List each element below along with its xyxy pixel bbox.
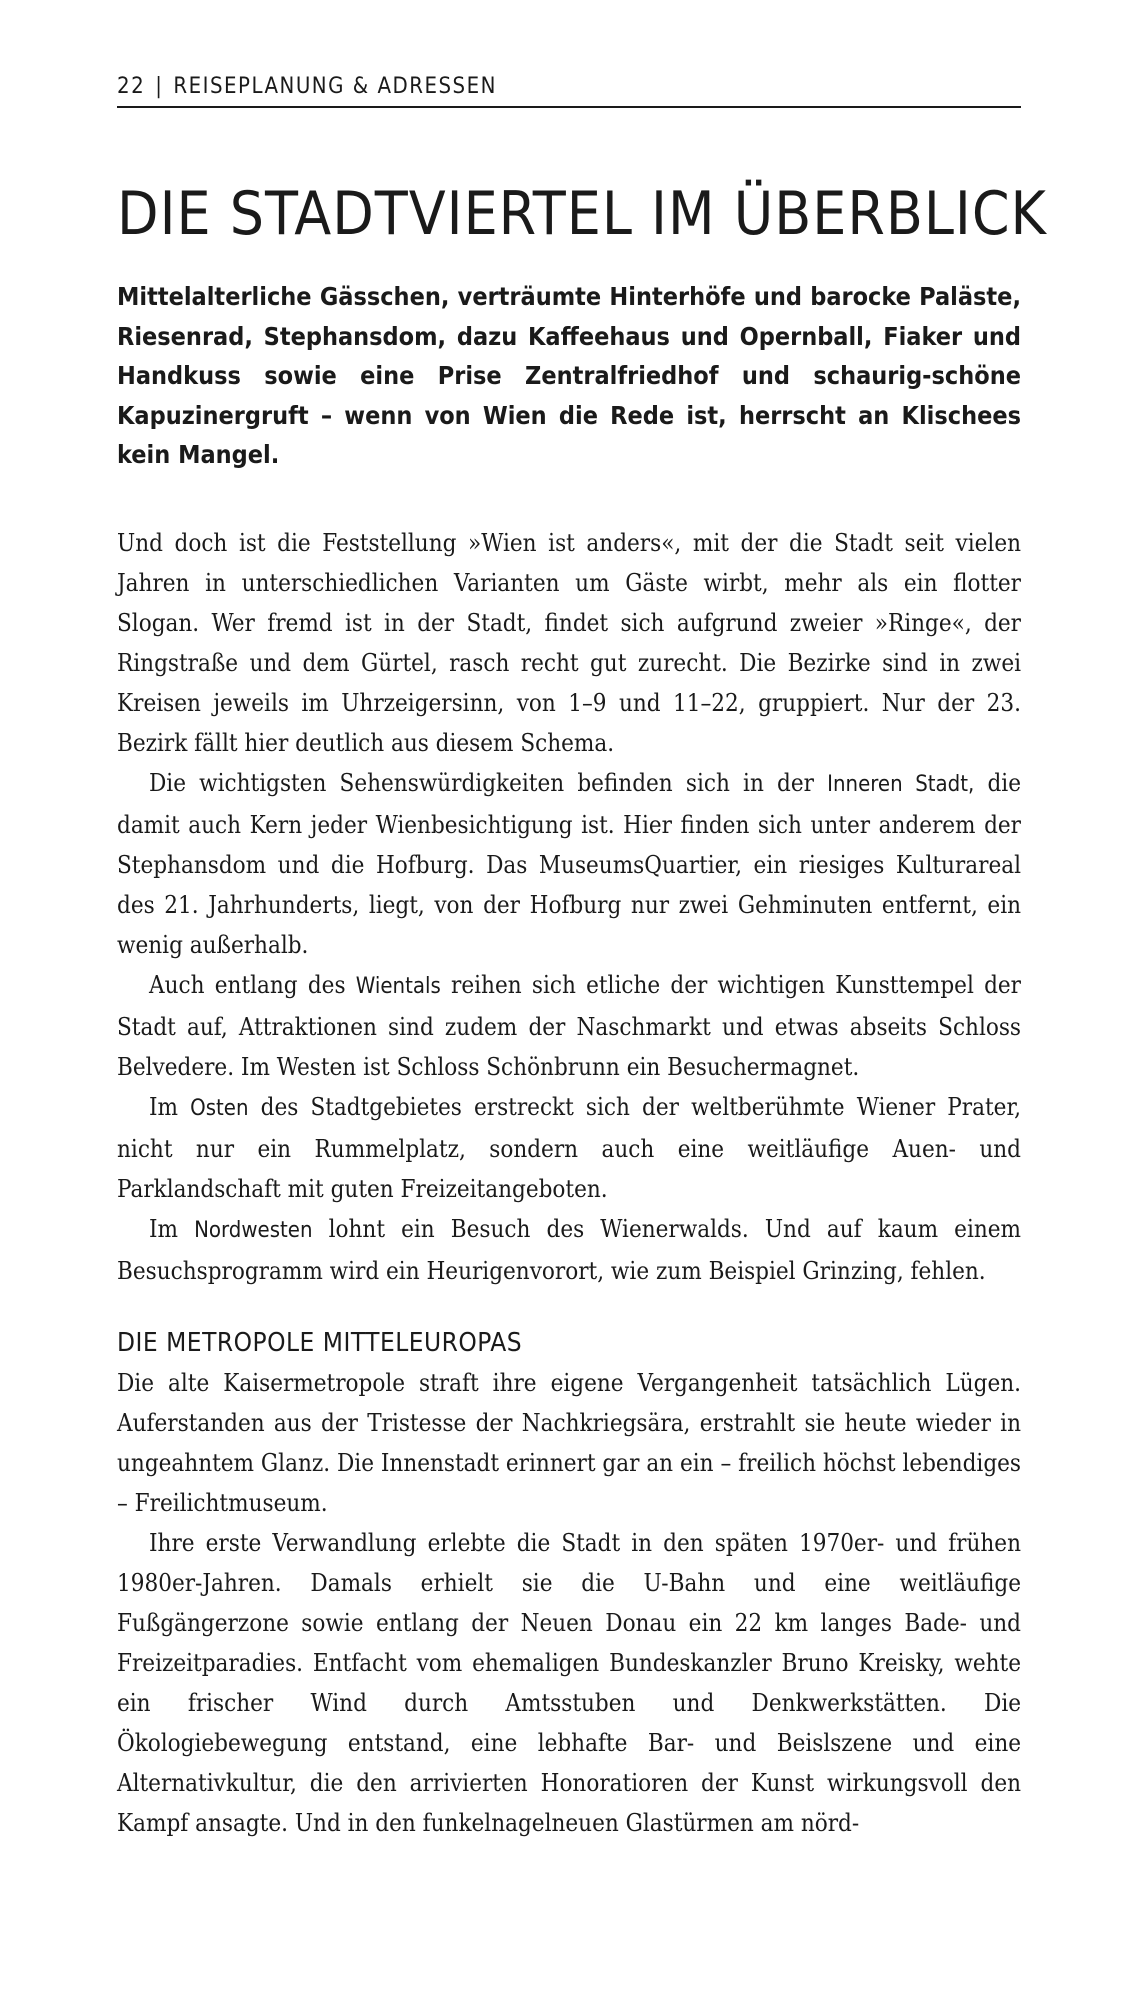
paragraph: [117, 965, 1021, 1087]
paragraph: Ihre erste Verwandlung erlebte die Stadt in den späten 1970er- und frühen 1980er-Jahren. Damals erhielt sie die U-Bahn und eine weitläufige Fußgängerzone sowie entlang der Neuen Donau ein 22 km langes Bade- und Freizeitparadies. Entfacht vom ehemaligen Bundeskanzler Bruno Kreisky, wehte ein frischer Wind durch Amtsstuben und Denkwerkstätten. Die Ökologiebewegung entstand, eine lebhafte Bar- und Beislszene und eine Alternativkultur, die den arrivierten Honoratioren der Kunst wirkungsvoll den Kampf ansagte. Und in den funkelnagelneuen Glastürmen am nörd-: [117, 1528, 1021, 1837]
page-number: 22: [117, 74, 146, 99]
section-heading: DIE METROPOLE MITTELEUROPAS: [117, 1327, 523, 1358]
lead-paragraph: Mittelalterliche Gässchen, verträumte Hinterhöfe und barocke Paläste, Riesenrad, Stephansdom, dazu Kaffeehaus und Opernball, Fiaker und Handkuss sowie eine Prise Zentralfriedhof und schaurig-schöne Kapuzinergruft – wenn von Wien die Rede ist, herrscht an Klischees kein Mangel.: [117, 282, 1021, 469]
paragraph: [117, 1087, 1021, 1209]
book-page: [117, 68, 1047, 1843]
paragraph: [117, 763, 1021, 965]
text-run: lohnt ein Besuch des Wienerwalds. Und auf kaum einem Besuchsprogramm wird ein Heurigenvorort, wie zum Beispiel Grinzing, fehlen.: [117, 1214, 1021, 1285]
paragraph: Und doch ist die Feststellung »Wien ist anders«, mit der die Stadt seit vielen Jahren in unterschiedlichen Varianten um Gäste wirbt, mehr als ein flotter Slogan. Wer fremd ist in der Stadt, findet sich aufgrund zweier »Ringe«, der Ringstraße und dem Gürtel, rasch recht gut zurecht. Die Bezirke sind in zwei Kreisen jeweils im Uhrzeigersinn, von 1–9 und 11–22, gruppiert. Nur der 23. Bezirk fällt hier deutlich aus diesem Schema.: [117, 528, 1021, 757]
text-run: die damit auch Kern jeder Wienbesichtigung ist. Hier finden sich unter anderem der Stephansdom und die Hofburg. Das MuseumsQuartier, ein riesiges Kulturareal des 21. Jahrhunderts, liegt, von der Hofburg nur zwei Gehminuten entfernt, ein wenig außerhalb.: [117, 768, 1021, 959]
text-run: Im: [149, 1214, 195, 1243]
text-run: Auch entlang des: [149, 970, 356, 999]
district-highlight-innere-stadt: Inneren Stadt,: [827, 771, 975, 797]
district-highlight-wientals: Wientals: [355, 973, 441, 999]
text-run: Im: [149, 1092, 191, 1121]
running-header: [117, 68, 1021, 108]
district-highlight-nordwesten: Nordwesten: [194, 1217, 313, 1243]
header-separator: |: [155, 74, 164, 99]
paragraph: [117, 1209, 1021, 1291]
chapter-title: REISEPLANUNG & ADRESSEN: [173, 74, 497, 99]
district-highlight-osten: Osten: [190, 1095, 249, 1121]
paragraph: Die alte Kaisermetropole straft ihre eigene Vergangenheit tatsächlich Lügen. Auferstanden aus der Tristesse der Nachkriegsära, erstrahlt sie heute wieder in ungeahntem Glanz. Die Innenstadt erinnert gar an ein – freilich höchst lebendiges – Freilichtmuseum.: [117, 1368, 1021, 1517]
text-run: Die wichtigsten Sehenswürdigkeiten befinden sich in der: [149, 768, 828, 797]
body-section-metropole: [117, 1363, 1021, 1843]
page-title: DIE STADTVIERTEL IM ÜBERBLICK: [117, 179, 1047, 249]
text-run: des Stadtgebietes erstreckt sich der weltberühmte Wiener Prater, nicht nur ein Rummelplatz, sondern auch eine weitläufige Auen- und Parklandschaft mit guten Freizeitangeboten.: [117, 1092, 1021, 1203]
body-section-districts: [117, 475, 1021, 1291]
text-run: reihen sich etliche der wichtigen Kunsttempel der Stadt auf, Attraktionen sind zudem der Naschmarkt und etwas abseits Schloss Belvedere. Im Westen ist Schloss Schönbrunn ein Besuchermagnet.: [117, 970, 1022, 1081]
